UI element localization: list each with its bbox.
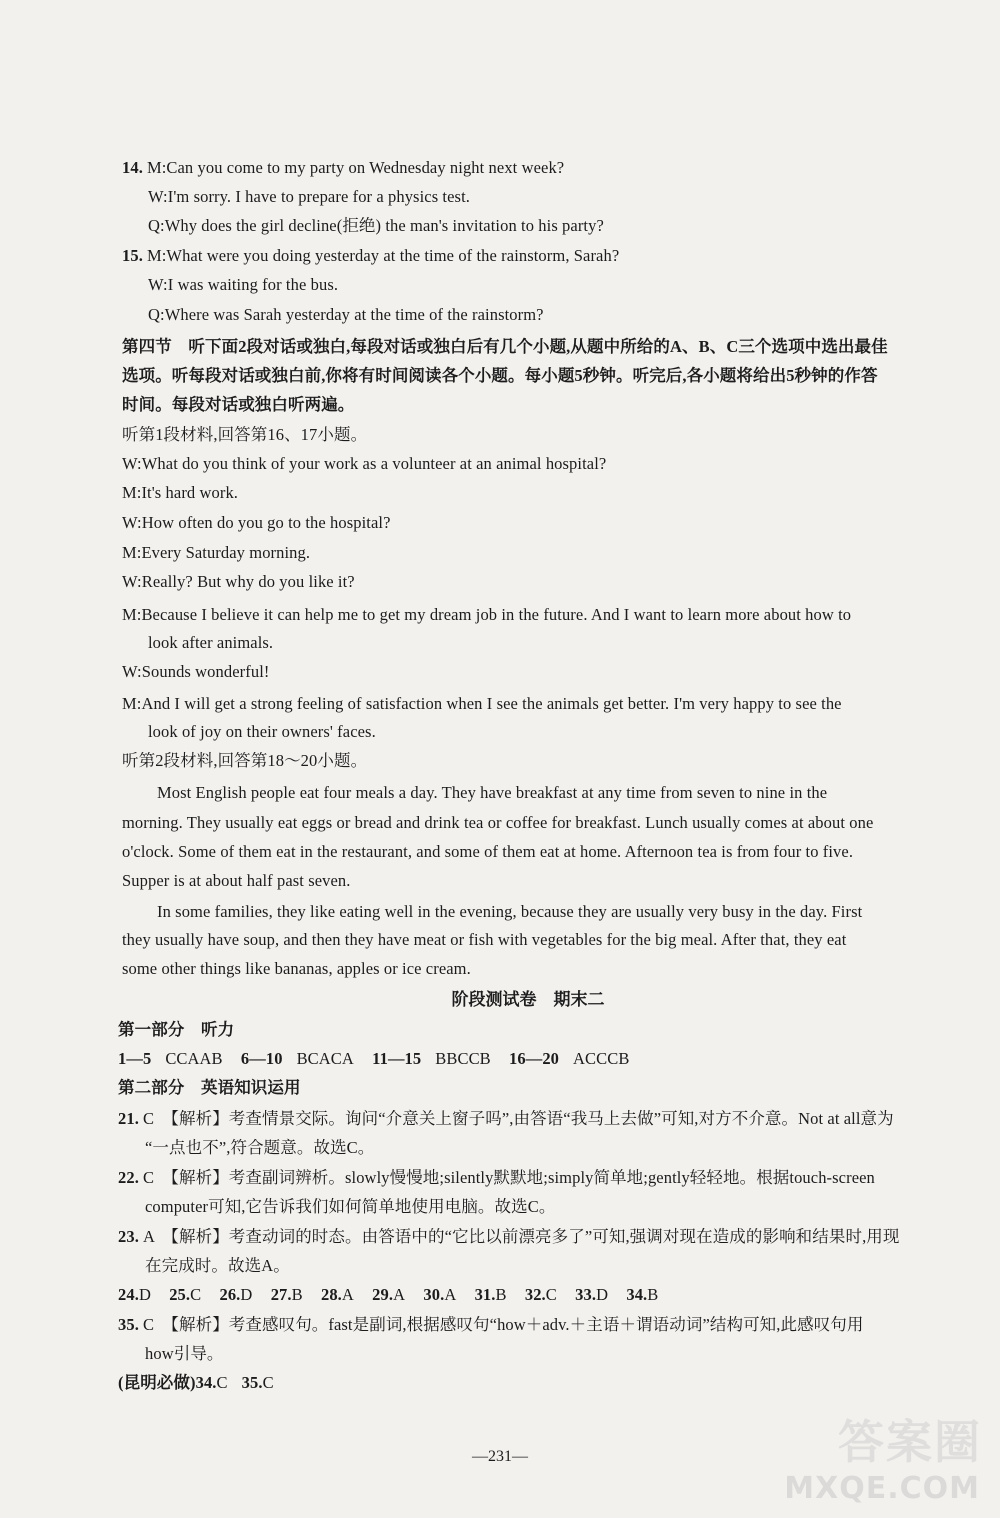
material-2-para-1-line-4: Supper is at about half past seven. [122,871,351,890]
q21-line-1: 21. C 【解析】考查情景交际。询问“介意关上窗子吗”,由答语“我马上去做”可知,对方不介意。Not at all意为 [118,1109,894,1128]
part-one-title: 第一部分 听力 [118,1020,235,1039]
dialogue-14-line-1: 14. M:Can you come to my party on Wednesday night next week? [122,158,565,177]
dialogue-15-line-2: W:I was waiting for the bus. [148,275,339,294]
q23-line-1: 23. A 【解析】考查动词的时态。由答语中的“它比以前漂亮多了”可知,强调对现在造成的影响和结果时,用现 [118,1227,900,1246]
dialogue-15-question: Q:Where was Sarah yesterday at the time of the rainstorm? [148,305,544,324]
material-1-line-1: W:What do you think of your work as a volunteer at an animal hospital? [122,454,607,473]
dialogue-14-question: Q:Why does the girl decline(拒绝) the man's invitation to his party? [148,216,604,235]
material-1-header: 听第1段材料,回答第16、17小题。 [122,425,368,444]
material-1-line-7: W:Sounds wonderful! [122,662,270,681]
material-1-line-6: M:Because I believe it can help me to get my dream job in the future. And I want to learn more about how to [122,605,852,624]
listening-answers: 1—5 CCAAB 6—10 BCACA 11—15 BBCCB 16—20 ACCCB [118,1049,630,1068]
material-2-para-1-line-3: o'clock. Some of them eat in the restaurant, and some of them eat at home. Afternoon tea is from four to five. [122,842,854,861]
q21-line-2: “一点也不”,符合题意。故选C。 [145,1138,375,1157]
material-2-header: 听第2段材料,回答第18～20小题。 [122,751,368,770]
section-four-instructions-1: 第四节 听下面2段对话或独白,每段对话或独白后有几个小题,从题中所给的A、B、C三个选项中选出最佳 [122,337,888,356]
material-2-para-2-line-2: they usually have soup, and then they have meat or fish with vegetables for the big meal. After that, they eat [122,930,847,949]
material-1-line-2: M:It's hard work. [122,483,239,502]
section-title: 阶段测试卷 期末二 [451,990,605,1009]
material-1-line-4: M:Every Saturday morning. [122,543,311,562]
q35-line-2: how引导。 [145,1344,224,1363]
material-1-line-6-cont: look after animals. [148,633,274,652]
watermark [782,1406,982,1506]
watermark-logo: 答案圈 [838,1415,982,1469]
material-2-para-1-line-1: Most English people eat four meals a day. They have breakfast at any time from seven to nine in the [157,783,828,802]
part-two-title: 第二部分 英语知识运用 [118,1078,301,1097]
material-2-para-1-line-2: morning. They usually eat eggs or bread and drink tea or coffee for breakfast. Lunch usually comes at about one [122,813,874,832]
material-2-para-2-line-1: In some families, they like eating well in the evening, because they are usually very busy in the day. First [157,902,863,921]
material-2-para-2-line-3: some other things like bananas, apples or ice cream. [122,959,471,978]
material-1-line-3: W:How often do you go to the hospital? [122,513,391,532]
page-number: —231— [472,1448,528,1465]
material-1-line-8-cont: look of joy on their owners' faces. [148,722,376,741]
section-four-instructions-3: 时间。每段对话或独白听两遍。 [122,395,355,414]
q22-line-1: 22. C 【解析】考查副词辨析。slowly慢慢地;silently默默地;simply简单地;gently轻轻地。根据touch-screen [118,1168,875,1187]
q22-line-2: computer可知,它告诉我们如何简单地使用电脑。故选C。 [145,1197,556,1216]
q24-34-answers: 24.D 25.C 26.D 27.B 28.A 29.A 30.A 31.B 32.C 33.D 34.B [118,1285,659,1304]
material-1-line-8: M:And I will get a strong feeling of satisfaction when I see the animals get better. I'm very happy to see the [122,694,842,713]
kunming-required-answers: (昆明必做)34.C 35.C [118,1373,274,1392]
material-1-line-5: W:Really? But why do you like it? [122,572,355,591]
watermark-url: MXQE.COM [784,1471,980,1506]
q35-line-1: 35. C 【解析】考查感叹句。fast是副词,根据感叹句“how＋adv.＋主语＋谓语动词”结构可知,此感叹句用 [118,1315,864,1334]
dialogue-14-line-2: W:I'm sorry. I have to prepare for a physics test. [148,187,470,206]
dialogue-15-line-1: 15. M:What were you doing yesterday at the time of the rainstorm, Sarah? [122,246,620,265]
section-four-instructions-2: 选项。听每段对话或独白前,你将有时间阅读各个小题。每小题5秒钟。听完后,各小题将给出5秒钟的作答 [122,366,878,385]
q23-line-2: 在完成时。故选A。 [145,1256,290,1275]
